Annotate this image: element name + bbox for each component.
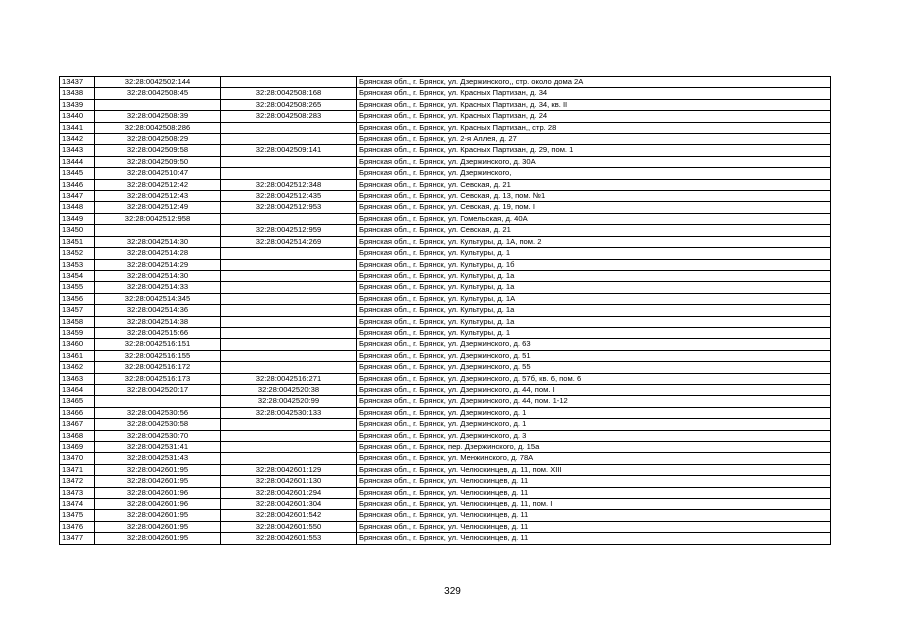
- row-number-cell: 13441: [60, 122, 95, 133]
- address-cell: Брянская обл., г. Брянск, ул. Челюскинцев, д. 11: [357, 510, 831, 521]
- building-cadastral-number-cell: 32:28:0042512:953: [221, 202, 357, 213]
- cadastral-number-cell: 32:28:0042508:29: [95, 134, 221, 145]
- building-cadastral-number-cell: 32:28:0042520:38: [221, 384, 357, 395]
- row-number-cell: 13474: [60, 499, 95, 510]
- cadastral-number-cell: 32:28:0042514:30: [95, 236, 221, 247]
- building-cadastral-number-cell: [221, 430, 357, 441]
- address-cell: Брянская обл., г. Брянск, ул. Дзержинского, д. 44, пом. 1-12: [357, 396, 831, 407]
- address-cell: Брянская обл., г. Брянск, ул. Челюскинцев, д. 11, пом. XIII: [357, 464, 831, 475]
- building-cadastral-number-cell: 32:28:0042601:542: [221, 510, 357, 521]
- cadastral-number-cell: 32:28:0042514:36: [95, 305, 221, 316]
- row-number-cell: 13440: [60, 111, 95, 122]
- address-cell: Брянская обл., г. Брянск, ул. Челюскинцев, д. 11: [357, 521, 831, 532]
- building-cadastral-number-cell: 32:28:0042516:271: [221, 373, 357, 384]
- address-cell: Брянская обл., г. Брянск, ул. Челюскинцев, д. 11: [357, 487, 831, 498]
- table-row: [60, 259, 831, 270]
- row-number-cell: 13443: [60, 145, 95, 156]
- building-cadastral-number-cell: 32:28:0042509:141: [221, 145, 357, 156]
- table-row: [60, 168, 831, 179]
- cadastral-number-cell: 32:28:0042531:41: [95, 442, 221, 453]
- row-number-cell: 13456: [60, 293, 95, 304]
- row-number-cell: 13458: [60, 316, 95, 327]
- address-cell: Брянская обл., г. Брянск, ул. Красных Партизан, д. 24: [357, 111, 831, 122]
- cadastral-number-cell: 32:28:0042509:58: [95, 145, 221, 156]
- building-cadastral-number-cell: [221, 327, 357, 338]
- table-row: [60, 225, 831, 236]
- address-cell: Брянская обл., г. Брянск, ул. Дзержинского, д. 55: [357, 362, 831, 373]
- cadastral-number-cell: 32:28:0042508:45: [95, 88, 221, 99]
- table-row: [60, 476, 831, 487]
- building-cadastral-number-cell: 32:28:0042601:294: [221, 487, 357, 498]
- address-cell: Брянская обл., г. Брянск, ул. Культуры, д. 1а: [357, 282, 831, 293]
- row-number-cell: 13477: [60, 533, 95, 544]
- address-cell: Брянская обл., г. Брянск, ул. Челюскинцев, д. 11, пом. I: [357, 499, 831, 510]
- cadastral-number-cell: 32:28:0042601:95: [95, 510, 221, 521]
- row-number-cell: 13470: [60, 453, 95, 464]
- address-cell: Брянская обл., г. Брянск, ул. Красных Партизан, д. 29, пом. 1: [357, 145, 831, 156]
- registry-table-body: [60, 77, 831, 545]
- cadastral-number-cell: [95, 225, 221, 236]
- cadastral-number-cell: 32:28:0042520:17: [95, 384, 221, 395]
- building-cadastral-number-cell: [221, 442, 357, 453]
- table-row: [60, 191, 831, 202]
- cadastral-number-cell: 32:28:0042514:33: [95, 282, 221, 293]
- cadastral-number-cell: 32:28:0042514:29: [95, 259, 221, 270]
- row-number-cell: 13442: [60, 134, 95, 145]
- row-number-cell: 13471: [60, 464, 95, 475]
- building-cadastral-number-cell: [221, 282, 357, 293]
- table-row: [60, 77, 831, 88]
- building-cadastral-number-cell: 32:28:0042508:283: [221, 111, 357, 122]
- table-row: [60, 373, 831, 384]
- cadastral-number-cell: 32:28:0042601:95: [95, 476, 221, 487]
- table-row: [60, 407, 831, 418]
- address-cell: Брянская обл., г. Брянск, ул. Челюскинцев, д. 11: [357, 476, 831, 487]
- address-cell: Брянская обл., г. Брянск, ул. Севская, д. 21: [357, 225, 831, 236]
- building-cadastral-number-cell: 32:28:0042530:133: [221, 407, 357, 418]
- cadastral-number-cell: 32:28:0042516:172: [95, 362, 221, 373]
- row-number-cell: 13452: [60, 248, 95, 259]
- table-row: [60, 99, 831, 110]
- row-number-cell: 13438: [60, 88, 95, 99]
- address-cell: Брянская обл., г. Брянск, ул. Дзержинского, д. 51: [357, 350, 831, 361]
- table-row: [60, 202, 831, 213]
- table-row: [60, 396, 831, 407]
- row-number-cell: 13445: [60, 168, 95, 179]
- address-cell: Брянская обл., г. Брянск, ул. Дзержинского, д. 1: [357, 419, 831, 430]
- building-cadastral-number-cell: [221, 77, 357, 88]
- table-row: [60, 430, 831, 441]
- building-cadastral-number-cell: 32:28:0042508:168: [221, 88, 357, 99]
- table-row: [60, 122, 831, 133]
- cadastral-number-cell: 32:28:0042601:96: [95, 499, 221, 510]
- building-cadastral-number-cell: [221, 453, 357, 464]
- address-cell: Брянская обл., г. Брянск, ул. Севская, д. 21: [357, 179, 831, 190]
- cadastral-number-cell: 32:28:0042601:95: [95, 464, 221, 475]
- building-cadastral-number-cell: 32:28:0042508:265: [221, 99, 357, 110]
- address-cell: Брянская обл., г. Брянск, ул. Дзержинского, д. 63: [357, 339, 831, 350]
- building-cadastral-number-cell: 32:28:0042512:348: [221, 179, 357, 190]
- table-row: [60, 442, 831, 453]
- building-cadastral-number-cell: [221, 316, 357, 327]
- row-number-cell: 13437: [60, 77, 95, 88]
- building-cadastral-number-cell: [221, 122, 357, 133]
- row-number-cell: 13451: [60, 236, 95, 247]
- address-cell: Брянская обл., г. Брянск, ул. Культуры, д. 1: [357, 248, 831, 259]
- row-number-cell: 13466: [60, 407, 95, 418]
- table-row: [60, 270, 831, 281]
- address-cell: Брянская обл., г. Брянск, ул. Дзержинского, д. 30А: [357, 156, 831, 167]
- row-number-cell: 13469: [60, 442, 95, 453]
- row-number-cell: 13463: [60, 373, 95, 384]
- row-number-cell: 13439: [60, 99, 95, 110]
- address-cell: Брянская обл., г. Брянск, ул. Гомельская, д. 40А: [357, 213, 831, 224]
- row-number-cell: 13449: [60, 213, 95, 224]
- row-number-cell: 13475: [60, 510, 95, 521]
- row-number-cell: 13467: [60, 419, 95, 430]
- address-cell: Брянская обл., г. Брянск, ул. Дзержинского,: [357, 168, 831, 179]
- building-cadastral-number-cell: 32:28:0042601:304: [221, 499, 357, 510]
- cadastral-number-cell: [95, 396, 221, 407]
- table-row: [60, 487, 831, 498]
- building-cadastral-number-cell: 32:28:0042514:269: [221, 236, 357, 247]
- building-cadastral-number-cell: 32:28:0042601:553: [221, 533, 357, 544]
- cadastral-number-cell: 32:28:0042530:56: [95, 407, 221, 418]
- building-cadastral-number-cell: [221, 259, 357, 270]
- address-cell: Брянская обл., г. Брянск, ул. Культуры, д. 1а: [357, 270, 831, 281]
- row-number-cell: 13444: [60, 156, 95, 167]
- cadastral-number-cell: 32:28:0042516:173: [95, 373, 221, 384]
- table-row: [60, 145, 831, 156]
- building-cadastral-number-cell: [221, 419, 357, 430]
- cadastral-number-cell: 32:28:0042512:49: [95, 202, 221, 213]
- table-row: [60, 293, 831, 304]
- address-cell: Брянская обл., г. Брянск, ул. Культуры, д. 1б: [357, 259, 831, 270]
- table-row: [60, 453, 831, 464]
- table-row: [60, 111, 831, 122]
- row-number-cell: 13448: [60, 202, 95, 213]
- address-cell: Брянская обл., г. Брянск, ул. Культуры, д. 1А: [357, 293, 831, 304]
- row-number-cell: 13462: [60, 362, 95, 373]
- cadastral-number-cell: 32:28:0042516:151: [95, 339, 221, 350]
- cadastral-number-cell: 32:28:0042515:66: [95, 327, 221, 338]
- cadastral-number-cell: 32:28:0042516:155: [95, 350, 221, 361]
- address-cell: Брянская обл., г. Брянск, ул. Дзержинского, д. 3: [357, 430, 831, 441]
- building-cadastral-number-cell: [221, 350, 357, 361]
- row-number-cell: 13468: [60, 430, 95, 441]
- table-row: [60, 384, 831, 395]
- building-cadastral-number-cell: [221, 213, 357, 224]
- row-number-cell: 13455: [60, 282, 95, 293]
- address-cell: Брянская обл., г. Брянск, ул. 2-я Аллея, д. 27: [357, 134, 831, 145]
- building-cadastral-number-cell: 32:28:0042520:99: [221, 396, 357, 407]
- cadastral-number-cell: 32:28:0042601:95: [95, 533, 221, 544]
- cadastral-number-cell: 32:28:0042514:38: [95, 316, 221, 327]
- cadastral-number-cell: 32:28:0042512:42: [95, 179, 221, 190]
- cadastral-number-cell: [95, 99, 221, 110]
- table-row: [60, 350, 831, 361]
- table-row: [60, 236, 831, 247]
- building-cadastral-number-cell: [221, 293, 357, 304]
- building-cadastral-number-cell: [221, 248, 357, 259]
- address-cell: Брянская обл., г. Брянск, ул. Севская, д. 13, пом. №1: [357, 191, 831, 202]
- cadastral-number-cell: 32:28:0042512:43: [95, 191, 221, 202]
- building-cadastral-number-cell: 32:28:0042512:435: [221, 191, 357, 202]
- table-row: [60, 533, 831, 544]
- address-cell: Брянская обл., г. Брянск, ул. Культуры, д. 1а: [357, 305, 831, 316]
- address-cell: Брянская обл., г. Брянск, ул. Севская, д. 19, пом. I: [357, 202, 831, 213]
- address-cell: Брянская обл., г. Брянск, пер. Дзержинского, д. 15а: [357, 442, 831, 453]
- row-number-cell: 13450: [60, 225, 95, 236]
- cadastral-number-cell: 32:28:0042502:144: [95, 77, 221, 88]
- row-number-cell: 13472: [60, 476, 95, 487]
- row-number-cell: 13457: [60, 305, 95, 316]
- address-cell: Брянская обл., г. Брянск, ул. Менжинского, д. 78А: [357, 453, 831, 464]
- cadastral-number-cell: 32:28:0042530:58: [95, 419, 221, 430]
- table-row: [60, 464, 831, 475]
- cadastral-number-cell: 32:28:0042530:70: [95, 430, 221, 441]
- building-cadastral-number-cell: 32:28:0042601:129: [221, 464, 357, 475]
- address-cell: Брянская обл., г. Брянск, ул. Красных Партизан, д. 34, кв. II: [357, 99, 831, 110]
- row-number-cell: 13465: [60, 396, 95, 407]
- row-number-cell: 13446: [60, 179, 95, 190]
- building-cadastral-number-cell: 32:28:0042601:550: [221, 521, 357, 532]
- building-cadastral-number-cell: [221, 305, 357, 316]
- table-row: [60, 88, 831, 99]
- building-cadastral-number-cell: [221, 339, 357, 350]
- building-cadastral-number-cell: 32:28:0042512:959: [221, 225, 357, 236]
- table-row: [60, 499, 831, 510]
- table-row: [60, 362, 831, 373]
- table-row: [60, 521, 831, 532]
- cadastral-number-cell: 32:28:0042510:47: [95, 168, 221, 179]
- row-number-cell: 13459: [60, 327, 95, 338]
- address-cell: Брянская обл., г. Брянск, ул. Культуры, д. 1А, пом. 2: [357, 236, 831, 247]
- address-cell: Брянская обл., г. Брянск, ул. Красных Партизан, д. 34: [357, 88, 831, 99]
- address-cell: Брянская обл., г. Брянск, ул. Культуры, д. 1: [357, 327, 831, 338]
- cadastral-number-cell: 32:28:0042601:95: [95, 521, 221, 532]
- row-number-cell: 13461: [60, 350, 95, 361]
- table-row: [60, 156, 831, 167]
- table-row: [60, 213, 831, 224]
- row-number-cell: 13473: [60, 487, 95, 498]
- building-cadastral-number-cell: [221, 362, 357, 373]
- address-cell: Брянская обл., г. Брянск, ул. Челюскинцев, д. 11: [357, 533, 831, 544]
- table-row: [60, 316, 831, 327]
- building-cadastral-number-cell: [221, 270, 357, 281]
- row-number-cell: 13454: [60, 270, 95, 281]
- table-row: [60, 305, 831, 316]
- address-cell: Брянская обл., г. Брянск, ул. Дзержинского, д. 1: [357, 407, 831, 418]
- table-row: [60, 419, 831, 430]
- row-number-cell: 13464: [60, 384, 95, 395]
- building-cadastral-number-cell: 32:28:0042601:130: [221, 476, 357, 487]
- row-number-cell: 13453: [60, 259, 95, 270]
- cadastral-number-cell: 32:28:0042514:345: [95, 293, 221, 304]
- building-cadastral-number-cell: [221, 168, 357, 179]
- cadastral-number-cell: 32:28:0042531:43: [95, 453, 221, 464]
- cadastral-number-cell: 32:28:0042601:96: [95, 487, 221, 498]
- row-number-cell: 13476: [60, 521, 95, 532]
- page-number: 329: [444, 586, 461, 597]
- building-cadastral-number-cell: [221, 134, 357, 145]
- address-cell: Брянская обл., г. Брянск, ул. Красных Партизан,, стр. 28: [357, 122, 831, 133]
- table-row: [60, 327, 831, 338]
- address-cell: Брянская обл., г. Брянск, ул. Дзержинского, д. 44, пом. I: [357, 384, 831, 395]
- cadastral-number-cell: 32:28:0042514:28: [95, 248, 221, 259]
- table-row: [60, 510, 831, 521]
- address-cell: Брянская обл., г. Брянск, ул. Дзержинского, д. 57б, кв. 6, пом. 6: [357, 373, 831, 384]
- table-row: [60, 134, 831, 145]
- table-row: [60, 282, 831, 293]
- cadastral-number-cell: 32:28:0042512:958: [95, 213, 221, 224]
- building-cadastral-number-cell: [221, 156, 357, 167]
- table-row: [60, 339, 831, 350]
- registry-table: [59, 76, 831, 545]
- cadastral-number-cell: 32:28:0042509:50: [95, 156, 221, 167]
- cadastral-number-cell: 32:28:0042508:286: [95, 122, 221, 133]
- row-number-cell: 13460: [60, 339, 95, 350]
- table-row: [60, 248, 831, 259]
- row-number-cell: 13447: [60, 191, 95, 202]
- cadastral-number-cell: 32:28:0042508:39: [95, 111, 221, 122]
- table-row: [60, 179, 831, 190]
- address-cell: Брянская обл., г. Брянск, ул. Дзержинского,, стр. около дома 2А: [357, 77, 831, 88]
- address-cell: Брянская обл., г. Брянск, ул. Культуры, д. 1а: [357, 316, 831, 327]
- cadastral-number-cell: 32:28:0042514:30: [95, 270, 221, 281]
